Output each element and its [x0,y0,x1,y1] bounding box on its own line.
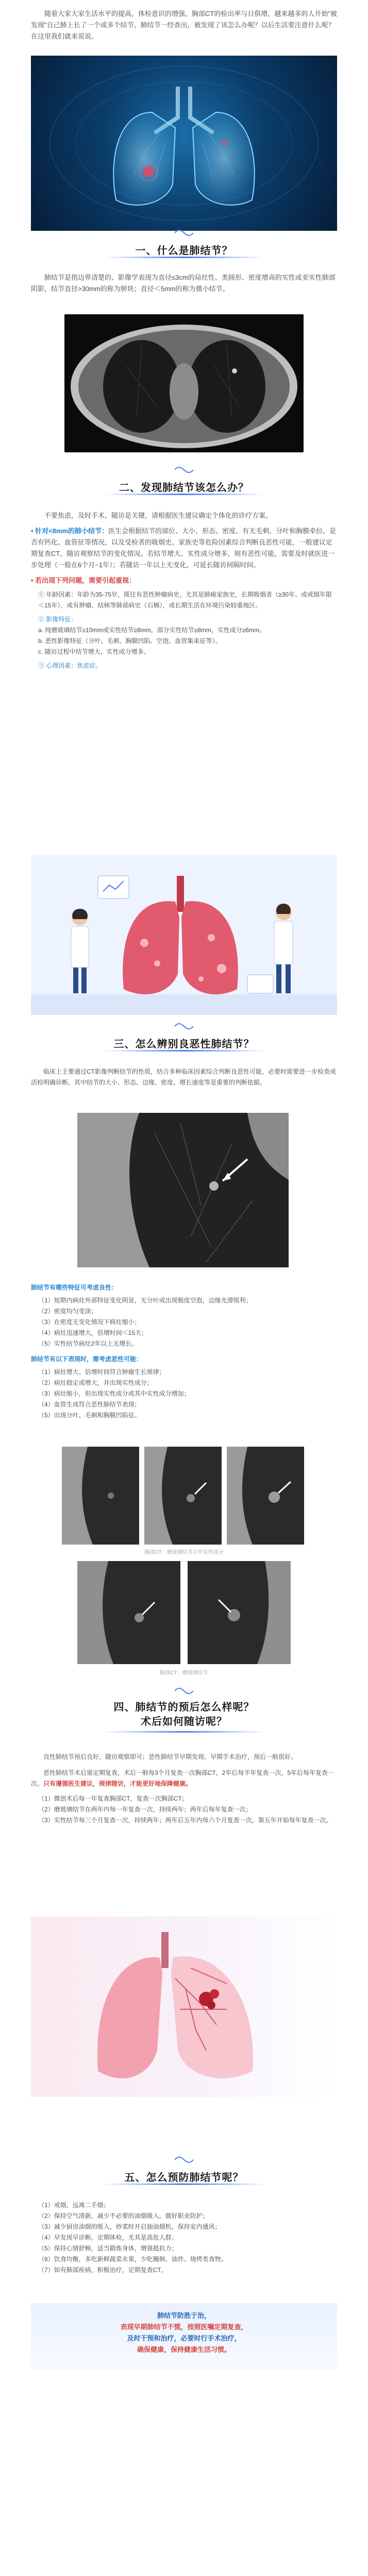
section-4-header [0,1700,368,1729]
ct-scan-closeup [77,1113,289,1267]
lung-tumor-graphic [31,1917,337,2097]
list-item: （2）磨玻璃结节在两年内每一年复查一次，持续两年；两年后每年复查一次； [38,1806,252,1813]
title-underline [103,494,265,495]
advice-intro: 不要焦虑，及时手术、随访是关键，请根据医生建议确定个体化的诊疗方案。 [44,512,273,519]
list-item: ③ 心理因素：焦虑症。 [38,662,102,669]
attention-note: • 若出现下列问题，需要引起重视： [31,577,136,584]
prevention-list [31,2200,337,2276]
doctors-lungs-illustration [31,855,337,1015]
section-3-intro [31,1066,337,1088]
list-item: （7）如有肺部疾病，积极治疗，定期复查CT。 [38,2266,168,2274]
lungs-hero-image [31,56,337,231]
wave-ornament-icon [174,2155,194,2165]
list-item: （4）病灶迅速增大，倍增时间＜15天； [38,1329,148,1336]
closing-line: 表现早期肺结节不慌，按照医嘱定期复查， [120,2323,248,2331]
list-item: （2）保持空气清新，减少不必要的油烟吸入，做好职业防护； [38,2212,209,2219]
section-3-title: 三、怎么辨别良恶性肺结节？ [113,1039,255,1050]
list-item: ② 影像特征： [38,616,77,623]
followup-list [31,1793,337,1826]
nodule-definition: 肺结节是指边界清楚的、影像学表现为直径≤3cm的局灶性、类圆形、密度增高的实性或亚实性肺部阴影，结节直径>30mm的称为肿块；直径＜5mm的称为微小结节。 [31,274,336,293]
benign-list [31,1295,337,1349]
intro-paragraph: 随着大家大家生活水平的提高，体检意识的增强，胸部CT的检出率与日俱增，越来越多的人开始"被发现"自己肺上长了一个或多个结节。肺结节一经查出，被发现了该怎么办呢？以后生活要注意什么呢？在这里我们就来说说。 [31,10,337,40]
ct-caption-2: 胸部CT：磨玻璃结节 [160,1670,208,1676]
ct-series-2 [77,1561,291,1664]
followup-paragraph [31,1768,337,1789]
doctors-examining-lungs [31,855,337,1015]
list-item: （5）出现分叶、毛刺和胸膜凹陷征。 [38,1412,141,1419]
benign-title: 肺结节有哪些特征可考虑良性： [31,1284,118,1291]
list-item: （1）微创术后每一年复查胸部CT，复查一次胸部CT； [38,1795,188,1802]
ct-thumb [62,1447,139,1545]
section-5-title: 五、怎么预防肺结节呢？ [124,2172,244,2183]
list-item: a. 纯磨玻璃结节≥10mm或实性结节≥8mm，部分实性结节≥8mm，实性成分≥6mm。 [38,626,266,634]
small-nodule-paragraph [31,526,337,571]
list-item: （5）保持心情舒畅，适当锻炼身体，增强抵抗力； [38,2245,178,2252]
section-2-text [31,510,337,671]
list-item: （6）饮食均衡，多吃新鲜蔬菜水果，少吃腌制、油炸、烧烤类食物。 [38,2256,227,2263]
ct-thumb-scan [77,1561,180,1664]
section-5-header [0,2169,368,2184]
ct-thumb-scan [144,1447,222,1545]
wave-ornament-icon [174,1686,194,1696]
title-underline [103,1731,265,1733]
ct-series-1 [62,1447,306,1545]
list-item: （4）血管生成符合恶性肺结节表现； [38,1401,141,1408]
section-5-text [31,2200,337,2276]
section-4-text [31,1752,337,1826]
lungs-illustration [31,56,337,231]
ct-caption-1: 胸部CT：磨玻璃结节合并实性成分 [144,1550,224,1555]
wave-ornament-icon [174,228,194,238]
list-item: b. 恶性影像特征（分叶、毛刺、胸膜凹陷、空泡、血管集束征等）。 [38,637,222,645]
closing-message [31,2303,337,2370]
list-item: （4）早发现早诊断，定期体检，尤其是高危人群； [38,2234,178,2241]
followup-text: 恶性肺结节术后需定期复查，术后一般每3个月复查一次胸部CT，2年后每半年复查一次，5年后每年复查一次。 [31,1769,334,1787]
ct-thumb-scan [227,1447,304,1545]
small-nodule-text: 医生会根据结节的部位、大小、形态、密度、有无毛刺、分叶和胸膜牵拉、是否有钙化、血管征等情况，以及受检者的吸烟史、家族史等危险因素综合判断良恶性可能，一般建议定期复查CT，随访观察结节的变化情况。若结节增大、实性成分增多，则有恶性可能，需要及时就医进一步处理（一般在6个月~1年）；若随访一年以上无变化，可延长随访间隔时间。 [31,527,337,569]
ct-thumb [144,1447,222,1545]
list-item: （3）在密度无变化情况下病灶缩小； [38,1318,141,1326]
ct-thumb-scan [188,1561,291,1664]
list-item: （3）实性结节每三个月复查一次，持续两年；两年后五年内每六个月复查一次，第五年开始每年复查一次。 [38,1817,332,1824]
title-underline [103,2183,265,2185]
list-item: （2）密度均匀变淡； [38,1308,97,1315]
ct-scan-axial [64,314,304,452]
section-1-header [0,242,368,257]
malignant-list [31,1367,337,1421]
section-4-title: 四、肺结节的预后怎么样呢？ 术后如何随访呢？ [113,1702,255,1727]
ct-thumb [77,1561,180,1664]
wave-ornament-icon [174,465,194,475]
ct-scan-image-2 [77,1113,289,1267]
ct-scan-image-1 [64,314,304,452]
prognosis-intro: 良性肺结节预后良好，随访观察即可；恶性肺结节早期发现、早期手术治疗，预后一般很好。 [43,1753,297,1760]
list-item: （3）减少厨房油烟的吸入，炒菜时开启抽油烟机，保持室内通风； [38,2223,221,2230]
wave-ornament-icon [174,1021,194,1031]
title-underline [103,1050,265,1052]
title-underline [103,257,265,258]
section-1-text [31,272,337,295]
malignant-title: 肺结节有以下表现时，需考虑恶性可能： [31,1355,143,1363]
closing-line: 及时干预和治疗，必要时行手术治疗， [127,2334,241,2342]
doctor-figure-left [71,909,89,993]
followup-highlight: 只有遵循医生建议，规律随访，才能更好地保障健康。 [43,1780,192,1787]
ct-thumb-scan [62,1447,139,1545]
section-2-header [0,479,368,494]
doctor-figure-right [274,904,293,993]
list-item: （1）短期内病灶外部特征变化明显，无分叶或出现极度空泡，边缘光滑锐利； [38,1297,252,1304]
lung-tumor-illustration [31,1917,337,2097]
section-3-criteria [31,1282,337,1421]
diagnosis-intro: 临床上主要通过CT影像判断结节的性质，结合多种临床因素综合判断良恶性可能，必要时需要进一步检查或活检明确诊断。其中结节的大小、形态、边缘、密度、增长速度等是重要的判断依据。 [31,1068,337,1086]
risk-factor-list [31,589,337,671]
list-item: （3）病灶缩小，但出现实性成分或其中实性成分增加； [38,1390,190,1397]
small-nodule-label: • 针对<8mm的肺小结节： [31,527,109,535]
list-item: （1）病灶增大、倍增时间符合肿瘤生长规律； [38,1368,165,1376]
list-item: ① 年龄因素：年龄为35-75岁，既往有恶性肿瘤病史，尤其是肺癌家族史，长期吸烟者（≥30年、或戒烟年限＜15年），或有肿瘤、结核等肺部病史（石棉），或长期生活在环境污染较重地区。 [38,591,332,609]
section-3-header [0,1036,368,1050]
intro-text [31,8,337,42]
ct-thumb [227,1447,304,1545]
list-item: （5）实性结节病灶2年以上无增长。 [38,1340,138,1347]
section-1-title: 一、什么是肺结节？ [135,245,233,257]
ct-thumb [188,1561,291,1664]
closing-line: 肺结节防胜于治， [157,2312,211,2319]
closing-lines [31,2303,337,2355]
section-2-title: 二、发现肺结节该怎么办？ [119,482,249,494]
list-item: c. 随访过程中结节增大、实性成分增多。 [38,648,150,655]
list-item: （1）戒烟，远离二手烟； [38,2201,110,2209]
closing-line: 确保健康，保持健康生活习惯。 [137,2346,231,2353]
list-item: （2）病灶稳定或增大，并出现实性成分； [38,1379,153,1386]
